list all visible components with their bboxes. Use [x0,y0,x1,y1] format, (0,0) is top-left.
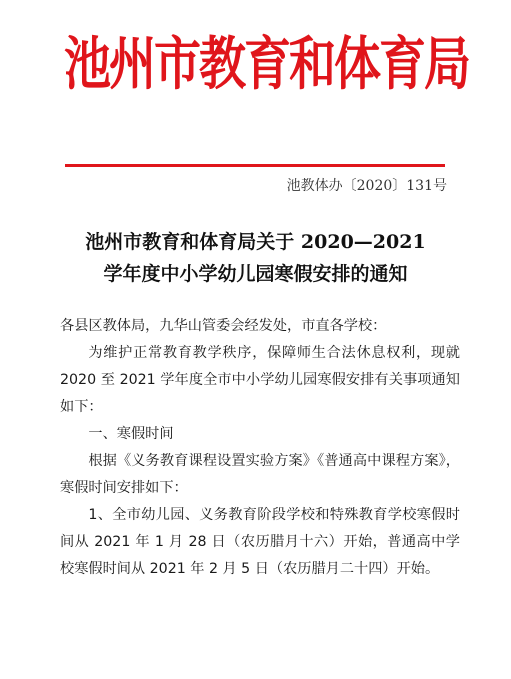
document-number: 池教体办〔2020〕131号 [286,178,447,194]
salutation: 各县区教体局，九华山管委会经发处，市直各学校： [60,318,387,334]
document-body [60,313,460,583]
section-1-item-1: 1、全市幼儿园、义务教育阶段学校和特殊教育学校寒假时间从 2021 年 1 月 28 日（农历腊月十六）开始，普通高中学校寒假时间从 2021 年 2 月 5 日（农历腊月二十四）开始。 [60,507,460,577]
title-line-1: 池州市教育和体育局关于 2020—2021 [85,231,426,253]
agency-red-header: 池州市教育和体育局 [64,30,469,98]
intro-paragraph: 为维护正常教育教学秩序，保障师生合法休息权利，现就 2020 至 2021 学年度全市中小学幼儿园寒假安排有关事项通知如下： [60,345,460,415]
section-1-heading: 一、寒假时间 [88,426,174,442]
document-title [40,226,471,290]
red-divider-line [65,164,445,167]
title-line-2: 学年度中小学幼儿园寒假安排的通知 [103,263,408,285]
section-1-basis-paragraph: 根据《义务教育课程设置实验方案》《普通高中课程方案》，寒假时间安排如下： [60,453,460,496]
